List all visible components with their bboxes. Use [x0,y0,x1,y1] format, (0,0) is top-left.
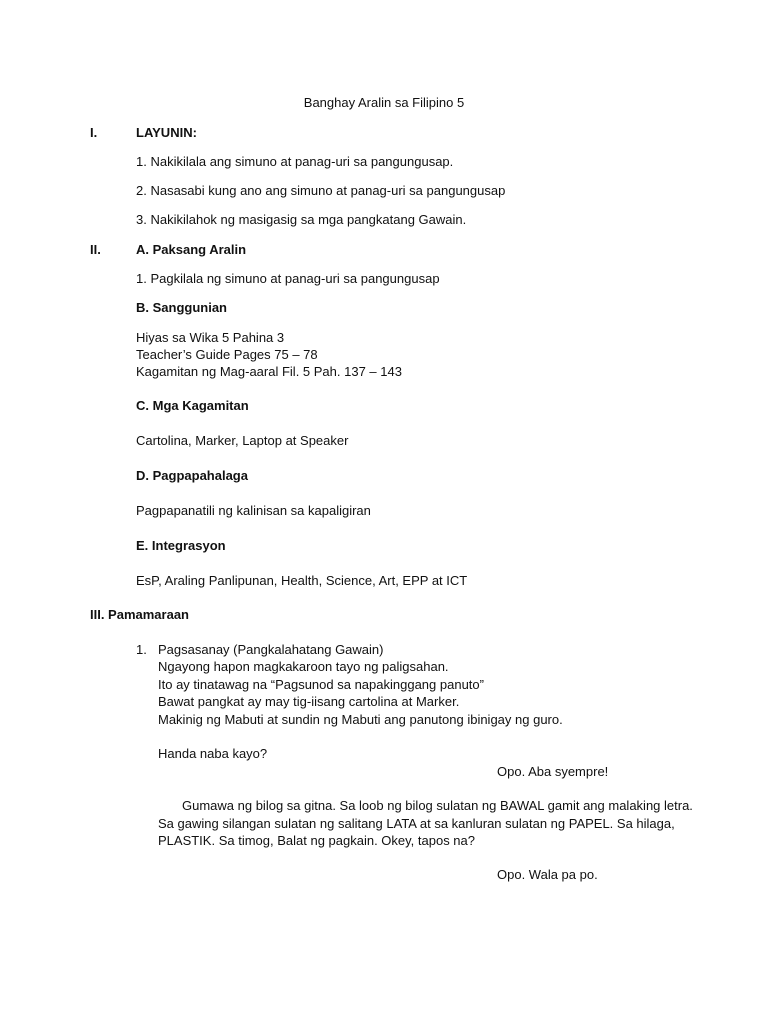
instruction-line: Gumawa ng bilog sa gitna. Sa loob ng bilog sulatan ng BAWAL gamit ang malaking letra. [182,798,693,813]
objective-item: 3. Nakikilahok ng masigasig sa mga pangkatang Gawain. [136,212,467,227]
subheading-paksang-aralin: A. Paksang Aralin [136,242,247,257]
student-answer: Opo. Aba syempre! [497,764,609,779]
instruction-line: Sa gawing silangan sulatan ng salitang LATA at sa kanluran sulatan ng PAPEL. Sa hilaga, [158,816,675,831]
procedure-line: Bawat pangkat ay may tig-iisang cartolina at Marker. [158,694,460,709]
reference-line: Teacher’s Guide Pages 75 – 78 [136,347,318,362]
section-numeral: II. [90,242,101,257]
subheading-mga-kagamitan: C. Mga Kagamitan [136,398,249,413]
procedure-line: Ito ay tinatawag na “Pagsunod sa napakinggang panuto” [158,677,484,692]
section-heading-layunin: LAYUNIN: [136,125,197,140]
materials-text: Cartolina, Marker, Laptop at Speaker [136,433,349,448]
values-text: Pagpapanatili ng kalinisan sa kapaligiran [136,503,371,518]
procedure-line: Ngayong hapon magkakaroon tayo ng paligsahan. [158,659,449,674]
section-numeral: I. [90,125,98,140]
subheading-sanggunian: B. Sanggunian [136,300,227,315]
integration-text: EsP, Araling Panlipunan, Health, Science, Art, EPP at ICT [136,573,468,588]
objective-item: 1. Nakikilala ang simuno at panag-uri sa pangungusap. [136,154,454,169]
topic-item: 1. Pagkilala ng simuno at panag-uri sa pangungusap [136,271,440,286]
instruction-line: PLASTIK. Sa timog, Balat ng pagkain. Okey, tapos na? [158,833,475,848]
teacher-question: Handa naba kayo? [158,746,268,761]
document-title: Banghay Aralin sa Filipino 5 [303,95,465,110]
student-answer: Opo. Wala pa po. [497,867,598,882]
objective-item: 2. Nasasabi kung ano ang simuno at panag-uri sa pangungusap [136,183,506,198]
subheading-integrasyon: E. Integrasyon [136,538,226,553]
reference-line: Kagamitan ng Mag-aaral Fil. 5 Pah. 137 – 143 [136,364,402,379]
subheading-pagpapahalaga: D. Pagpapahalaga [136,468,248,483]
reference-line: Hiyas sa Wika 5 Pahina 3 [136,330,285,345]
procedure-item-number: 1. [136,642,147,657]
procedure-line: Makinig ng Mabuti at sundin ng Mabuti ang panutong ibinigay ng guro. [158,712,563,727]
procedure-line: Pagsasanay (Pangkalahatang Gawain) [158,642,384,657]
section-heading-pamamaraan: III. Pamamaraan [90,607,189,622]
